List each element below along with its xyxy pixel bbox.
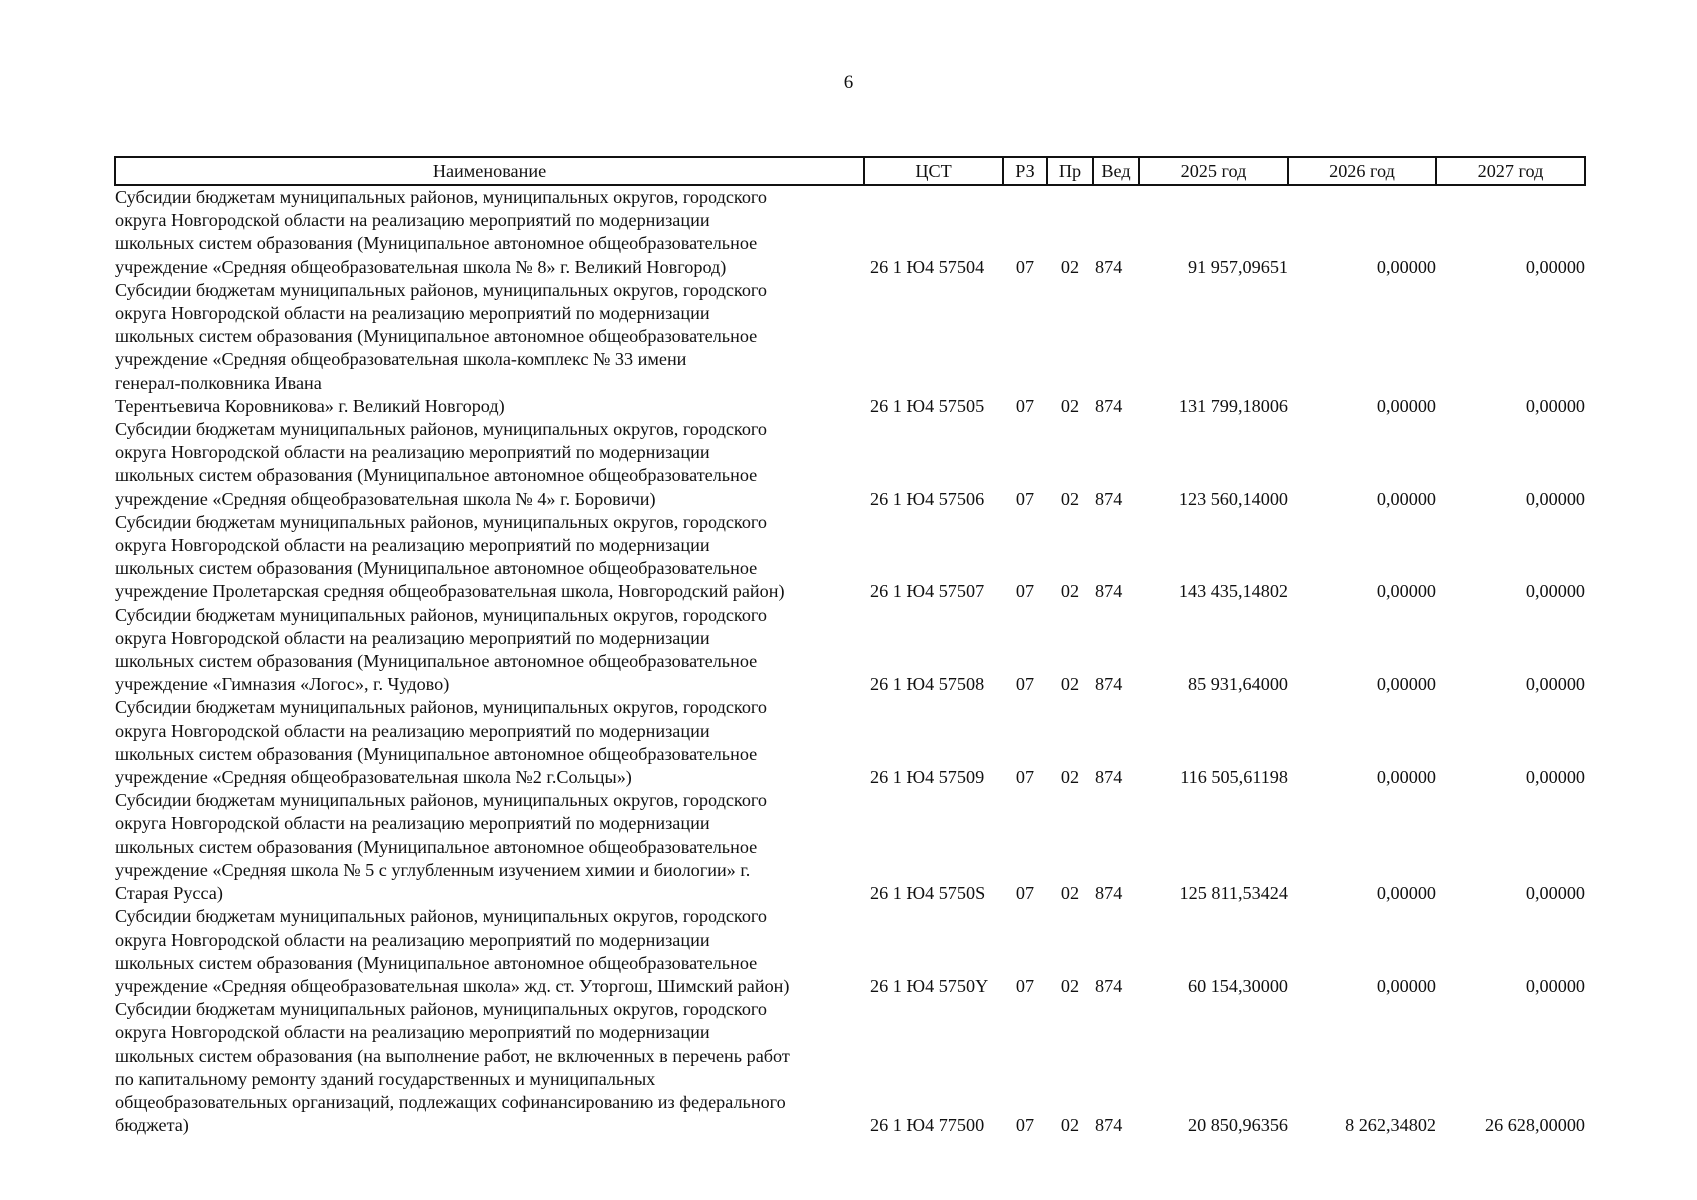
row-pr: 02 bbox=[1060, 256, 1080, 277]
row-amount-2025: 85 931,64000 bbox=[1187, 674, 1288, 695]
row-cst: 26 1 Ю4 5750S bbox=[870, 883, 986, 904]
row-amount-2027: 0,00000 bbox=[1525, 767, 1585, 788]
row-name-line: учреждение «Средняя общеобразовательная школа №2 г.Сольцы») bbox=[115, 767, 632, 788]
row-pr: 02 bbox=[1060, 975, 1080, 996]
row-name-line: округа Новгородской области на реализацию мероприятий по модернизации bbox=[115, 303, 710, 324]
row-name-line: Субсидии бюджетам муниципальных районов, муниципальных округов, городского bbox=[115, 511, 768, 532]
row-ved: 874 bbox=[1095, 767, 1123, 788]
row-ved: 874 bbox=[1095, 256, 1123, 277]
row-cst: 26 1 Ю4 5750Y bbox=[870, 975, 989, 996]
row-name-line: Субсидии бюджетам муниципальных районов, муниципальных округов, городского bbox=[115, 697, 768, 718]
row-name-line: округа Новгородской области на реализацию мероприятий по модернизации bbox=[115, 442, 710, 463]
row-cst: 26 1 Ю4 57506 bbox=[870, 488, 985, 509]
row-name-line: школьных систем образования (Муниципальное автономное общеобразовательное bbox=[115, 326, 758, 347]
table-row bbox=[115, 696, 1585, 789]
row-pr: 02 bbox=[1060, 488, 1080, 509]
row-name-line: бюджета) bbox=[115, 1115, 189, 1136]
row-amount-2027: 0,00000 bbox=[1525, 883, 1585, 904]
header-2025: 2025 год bbox=[1139, 157, 1288, 185]
row-name-line: Субсидии бюджетам муниципальных районов, муниципальных округов, городского bbox=[115, 419, 768, 440]
row-name bbox=[115, 185, 864, 279]
row-amount-2027: 0,00000 bbox=[1525, 975, 1585, 996]
row-amount-2025: 116 505,61198 bbox=[1180, 767, 1288, 788]
row-name-line: учреждение «Средняя общеобразовательная школа-комплекс № 33 имени bbox=[115, 349, 687, 370]
row-name bbox=[115, 789, 864, 905]
row-name-line: школьных систем образования (Муниципальное автономное общеобразовательное bbox=[115, 743, 758, 764]
row-ved: 874 bbox=[1095, 581, 1123, 602]
row-name-line: округа Новгородской области на реализацию мероприятий по модернизации bbox=[115, 210, 710, 231]
header-ved: Вед bbox=[1093, 157, 1139, 185]
row-amount-2026: 0,00000 bbox=[1376, 581, 1436, 602]
row-amount-2027: 0,00000 bbox=[1525, 674, 1585, 695]
row-name bbox=[115, 998, 864, 1137]
row-ved: 874 bbox=[1095, 395, 1123, 416]
row-amount-2027: 0,00000 bbox=[1525, 488, 1585, 509]
row-ved: 874 bbox=[1095, 975, 1123, 996]
row-name-line: школьных систем образования (Муниципальное автономное общеобразовательное bbox=[115, 558, 758, 579]
row-name-line: общеобразовательных организаций, подлежащих софинансированию из федерального bbox=[115, 1091, 786, 1112]
row-rz: 07 bbox=[1015, 488, 1035, 509]
header-pr: Пр bbox=[1047, 157, 1093, 185]
budget-table bbox=[114, 156, 1586, 1137]
row-amount-2026: 0,00000 bbox=[1376, 883, 1436, 904]
row-name-line: учреждение «Средняя общеобразовательная школа № 4» г. Боровичи) bbox=[115, 488, 656, 509]
row-name-line: округа Новгородской области на реализацию мероприятий по модернизации bbox=[115, 720, 710, 741]
header-rz: РЗ bbox=[1003, 157, 1047, 185]
row-amount-2025: 123 560,14000 bbox=[1178, 488, 1288, 509]
row-name-line: Старая Русса) bbox=[115, 883, 223, 904]
row-pr: 02 bbox=[1060, 674, 1080, 695]
row-amount-2027: 0,00000 bbox=[1525, 256, 1585, 277]
row-amount-2026: 0,00000 bbox=[1376, 975, 1436, 996]
row-name-line: Субсидии бюджетам муниципальных районов, муниципальных округов, городского bbox=[115, 906, 768, 927]
row-cst: 26 1 Ю4 57505 bbox=[870, 395, 985, 416]
row-amount-2026: 0,00000 bbox=[1376, 256, 1436, 277]
table-body bbox=[115, 185, 1585, 1137]
row-pr: 02 bbox=[1060, 767, 1080, 788]
row-amount-2027: 26 628,00000 bbox=[1484, 1115, 1585, 1136]
row-ved: 874 bbox=[1095, 883, 1123, 904]
header-2026: 2026 год bbox=[1288, 157, 1436, 185]
row-name-line: школьных систем образования (Муниципальное автономное общеобразовательное bbox=[115, 233, 758, 254]
row-rz: 07 bbox=[1015, 395, 1035, 416]
table-row bbox=[115, 511, 1585, 604]
row-amount-2025: 143 435,14802 bbox=[1178, 581, 1288, 602]
row-name-line: округа Новгородской области на реализацию мероприятий по модернизации bbox=[115, 1022, 710, 1043]
row-name-line: Субсидии бюджетам муниципальных районов, муниципальных округов, городского bbox=[115, 604, 768, 625]
row-amount-2025: 60 154,30000 bbox=[1187, 975, 1288, 996]
row-amount-2027: 0,00000 bbox=[1525, 395, 1585, 416]
row-amount-2026: 0,00000 bbox=[1376, 395, 1436, 416]
row-name-line: по капитальному ремонту зданий государственных и муниципальных bbox=[115, 1068, 656, 1089]
row-pr: 02 bbox=[1060, 395, 1080, 416]
row-name-line: учреждение «Средняя общеобразовательная школа» жд. ст. Уторгош, Шимский район) bbox=[115, 975, 790, 996]
row-name bbox=[115, 604, 864, 697]
row-pr: 02 bbox=[1060, 1115, 1080, 1136]
row-name bbox=[115, 696, 864, 789]
row-name-line: Субсидии бюджетам муниципальных районов, муниципальных округов, городского bbox=[115, 790, 768, 811]
row-ved: 874 bbox=[1095, 674, 1123, 695]
row-name bbox=[115, 279, 864, 418]
row-amount-2025: 125 811,53424 bbox=[1179, 883, 1288, 904]
row-rz: 07 bbox=[1015, 975, 1035, 996]
row-amount-2025: 20 850,96356 bbox=[1187, 1115, 1288, 1136]
row-rz: 07 bbox=[1015, 581, 1035, 602]
row-name-line: округа Новгородской области на реализацию мероприятий по модернизации bbox=[115, 813, 710, 834]
header-cst: ЦСТ bbox=[864, 157, 1003, 185]
row-rz: 07 bbox=[1015, 256, 1035, 277]
row-pr: 02 bbox=[1060, 581, 1080, 602]
table-row bbox=[115, 789, 1585, 905]
row-pr: 02 bbox=[1060, 883, 1080, 904]
row-cst: 26 1 Ю4 57508 bbox=[870, 674, 985, 695]
row-name bbox=[115, 905, 864, 998]
table-row bbox=[115, 998, 1585, 1137]
header-2027: 2027 год bbox=[1436, 157, 1585, 185]
table-header-row bbox=[115, 157, 1585, 185]
row-ved: 874 bbox=[1095, 1115, 1123, 1136]
row-rz: 07 bbox=[1015, 1115, 1035, 1136]
row-amount-2026: 0,00000 bbox=[1376, 674, 1436, 695]
page-number: 6 bbox=[843, 72, 854, 93]
row-name-line: школьных систем образования (Муниципальное автономное общеобразовательное bbox=[115, 836, 758, 857]
table-row bbox=[115, 418, 1585, 511]
row-name-line: округа Новгородской области на реализацию мероприятий по модернизации bbox=[115, 627, 710, 648]
row-cst: 26 1 Ю4 57507 bbox=[870, 581, 985, 602]
row-cst: 26 1 Ю4 57509 bbox=[870, 767, 985, 788]
row-amount-2026: 0,00000 bbox=[1376, 488, 1436, 509]
table-row bbox=[115, 604, 1585, 697]
row-name-line: учреждение «Гимназия «Логос», г. Чудово) bbox=[115, 674, 450, 695]
row-name-line: Субсидии бюджетам муниципальных районов, муниципальных округов, городского bbox=[115, 279, 768, 300]
row-amount-2027: 0,00000 bbox=[1525, 581, 1585, 602]
row-name-line: Субсидии бюджетам муниципальных районов, муниципальных округов, городского bbox=[115, 999, 768, 1020]
row-name-line: школьных систем образования (Муниципальное автономное общеобразовательное bbox=[115, 952, 758, 973]
row-name-line: школьных систем образования (на выполнение работ, не включенных в перечень работ bbox=[115, 1045, 790, 1066]
table-row bbox=[115, 279, 1585, 418]
row-name bbox=[115, 418, 864, 511]
row-name-line: округа Новгородской области на реализацию мероприятий по модернизации bbox=[115, 929, 710, 950]
row-name-line: школьных систем образования (Муниципальное автономное общеобразовательное bbox=[115, 465, 758, 486]
table-row bbox=[115, 905, 1585, 998]
row-rz: 07 bbox=[1015, 883, 1035, 904]
row-name-line: Терентьевича Коровникова» г. Великий Новгород) bbox=[115, 395, 505, 416]
row-rz: 07 bbox=[1015, 767, 1035, 788]
row-cst: 26 1 Ю4 77500 bbox=[870, 1115, 985, 1136]
row-amount-2026: 0,00000 bbox=[1376, 767, 1436, 788]
header-name: Наименование bbox=[115, 157, 864, 185]
row-name-line: Субсидии бюджетам муниципальных районов, муниципальных округов, городского bbox=[115, 187, 768, 207]
row-name-line: учреждение «Средняя общеобразовательная школа № 8» г. Великий Новгород) bbox=[115, 256, 727, 277]
row-amount-2026: 8 262,34802 bbox=[1345, 1115, 1436, 1136]
table-row bbox=[115, 185, 1585, 279]
row-cst: 26 1 Ю4 57504 bbox=[870, 256, 985, 277]
row-name-line: генерал-полковника Ивана bbox=[115, 372, 322, 393]
row-name-line: школьных систем образования (Муниципальное автономное общеобразовательное bbox=[115, 651, 758, 672]
row-rz: 07 bbox=[1015, 674, 1035, 695]
row-name-line: учреждение Пролетарская средняя общеобразовательная школа, Новгородский район) bbox=[115, 581, 785, 602]
row-name bbox=[115, 511, 864, 604]
row-ved: 874 bbox=[1095, 488, 1123, 509]
row-amount-2025: 91 957,09651 bbox=[1187, 256, 1288, 277]
row-name-line: учреждение «Средняя школа № 5 с углубленным изучением химии и биологии» г. bbox=[115, 859, 751, 880]
row-amount-2025: 131 799,18006 bbox=[1178, 395, 1288, 416]
row-name-line: округа Новгородской области на реализацию мероприятий по модернизации bbox=[115, 535, 710, 556]
